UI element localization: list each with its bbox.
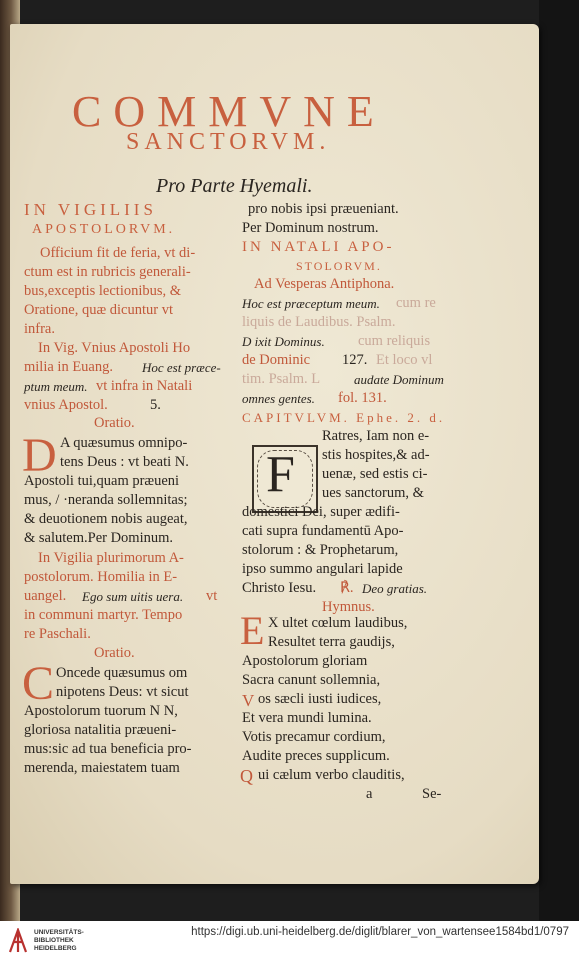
left-line: Oncede quæsumus om	[56, 665, 188, 681]
right-line: domestici Dei, super ædifi-	[242, 504, 400, 520]
catchword: Se-	[422, 786, 442, 802]
hymn-line: ui cælum verbo clauditis,	[258, 767, 405, 783]
page-title: COMMVNE	[72, 87, 386, 136]
right-line: cum re	[396, 295, 436, 311]
left-line: infra.	[24, 321, 55, 337]
hymn-line: Sacra canunt sollemnia,	[242, 672, 381, 688]
response-mark: ℟.	[340, 580, 354, 596]
left-line: ptum meum.	[24, 379, 88, 394]
logo-line: BIBLIOTHEK	[34, 937, 74, 944]
left-line: 5.	[150, 397, 161, 413]
page-title-2: SANCTORVM.	[126, 129, 331, 155]
right-line: de Dominic	[242, 352, 311, 368]
right-line: Ad Vesperas Antiphona.	[254, 276, 395, 292]
hymn-line: os sæcli iusti iudices,	[258, 691, 382, 707]
drop-cap: E	[240, 608, 265, 653]
logo-line: HEIDELBERG	[34, 945, 77, 952]
right-line: Et loco vl	[376, 352, 433, 368]
right-heading-1: IN NATALI APO-	[242, 239, 395, 255]
right-line: fol. 131.	[338, 390, 387, 406]
right-line: uenæ, sed estis ci-	[322, 466, 428, 482]
right-line: liquis de Laudibus. Psalm.	[242, 314, 396, 330]
drop-cap: C	[22, 657, 55, 710]
right-line: tim. Psalm. L	[242, 371, 321, 387]
right-line: D ixit Dominus.	[242, 334, 325, 349]
right-line: cum reliquis	[358, 333, 431, 349]
hymn-line: Votis precamur cordium,	[242, 729, 386, 745]
hymn-initial: Q	[240, 766, 253, 786]
hymn-line: Audite preces supplicum.	[242, 748, 390, 764]
hymn-line: Et vera mundi lumina.	[242, 710, 372, 726]
logo-line: UNIVERSITÄTS-	[34, 929, 84, 936]
right-line: Deo gratias.	[362, 581, 427, 596]
left-line: merenda, maiestatem tuam	[24, 760, 180, 776]
left-line: gloriosa natalitia præueni-	[24, 722, 177, 738]
left-line: vnius Apostol.	[24, 397, 108, 413]
left-line: bus,exceptis lectionibus, &	[24, 283, 182, 299]
left-line: mus:sic ad tua beneficia pro-	[24, 741, 192, 757]
oratio-label: Oratio.	[94, 415, 135, 431]
left-heading-1: IN VIGILIIS	[24, 200, 157, 219]
right-line: ipso summo angulari lapide	[242, 561, 403, 577]
left-line: Oratione, quæ dicuntur vt	[24, 302, 174, 318]
left-line: re Paschali.	[24, 626, 91, 642]
capitulum-heading: CAPITVLVM. Ephe. 2. d.	[242, 410, 446, 425]
right-line: stis hospites,& ad-	[322, 447, 430, 463]
left-line: & salutem.Per Dominum.	[24, 530, 174, 546]
left-line: Hoc est præce-	[142, 360, 221, 375]
left-line: Apostolorum tuorum N N,	[24, 703, 178, 719]
left-line: uangel.	[24, 588, 67, 604]
oratio-label: Oratio.	[94, 645, 135, 661]
scan-edge	[539, 0, 579, 921]
left-line: Apostoli tui,quam præueni	[24, 473, 180, 489]
right-line: Per Dominum nostrum.	[242, 220, 379, 236]
drop-cap: D	[22, 429, 57, 482]
right-line: ues sanctorum, &	[322, 485, 424, 501]
right-line: audate Dominum	[354, 372, 444, 387]
right-line: Ratres, Iam non e-	[322, 428, 430, 444]
hymn-line: Apostolorum gloriam	[242, 653, 368, 669]
right-line: Hoc est præceptum meum.	[242, 296, 380, 311]
left-line: tens Deus : vt beati N.	[60, 454, 189, 470]
right-line: stolorum : & Prophetarum,	[242, 542, 399, 558]
left-line: postolorum. Homilia in E-	[24, 569, 178, 585]
left-line: in communi martyr. Tempo	[24, 607, 183, 623]
right-line: cati supra fundamentū Apo-	[242, 523, 404, 539]
book-page	[10, 24, 539, 884]
hymn-line: X ultet cœlum laudibus,	[268, 615, 408, 631]
left-line: vt infra in Natali	[96, 378, 193, 394]
left-line: Ego sum uitis uera.	[82, 589, 184, 604]
left-line: nipotens Deus: vt sicut	[56, 684, 189, 700]
left-heading-2: APOSTOLORVM.	[32, 222, 176, 237]
ornate-letter: F	[266, 446, 295, 503]
library-logo-icon	[8, 928, 28, 954]
signature-mark: a	[366, 786, 373, 802]
hymnus-label: Hymnus.	[322, 599, 375, 615]
source-url-link[interactable]: https://digi.ub.uni-heidelberg.de/diglit/blarer_von_wartensee1584bd1/0797	[191, 926, 569, 938]
left-line: A quæsumus omnipo-	[60, 435, 188, 451]
right-heading-2: STOLORVM.	[296, 259, 382, 273]
hymn-initial: V	[242, 691, 255, 710]
hymn-line: Resultet terra gaudijs,	[268, 634, 395, 650]
page-subtitle: Pro Parte Hyemali.	[156, 175, 313, 197]
right-line: 127.	[342, 352, 368, 368]
left-line: In Vig. Vnius Apostoli Ho	[38, 340, 191, 356]
left-line: milia in Euang.	[24, 359, 113, 375]
right-line: pro nobis ipsi præueniant.	[248, 201, 399, 217]
ornate-initial	[252, 445, 318, 513]
left-line: & deuotionem nobis augeat,	[24, 511, 188, 527]
right-line: omnes gentes.	[242, 391, 315, 406]
left-line: vt	[206, 588, 218, 604]
library-logo-text	[34, 929, 84, 953]
left-line: Officium fit de feria, vt di-	[40, 245, 196, 261]
left-line: ctum est in rubricis generali-	[24, 264, 191, 280]
right-line: Christo Iesu.	[242, 580, 317, 596]
left-line: In Vigilia plurimorum A-	[38, 550, 184, 566]
left-line: mus, / ·neranda sollemnitas;	[24, 492, 188, 508]
